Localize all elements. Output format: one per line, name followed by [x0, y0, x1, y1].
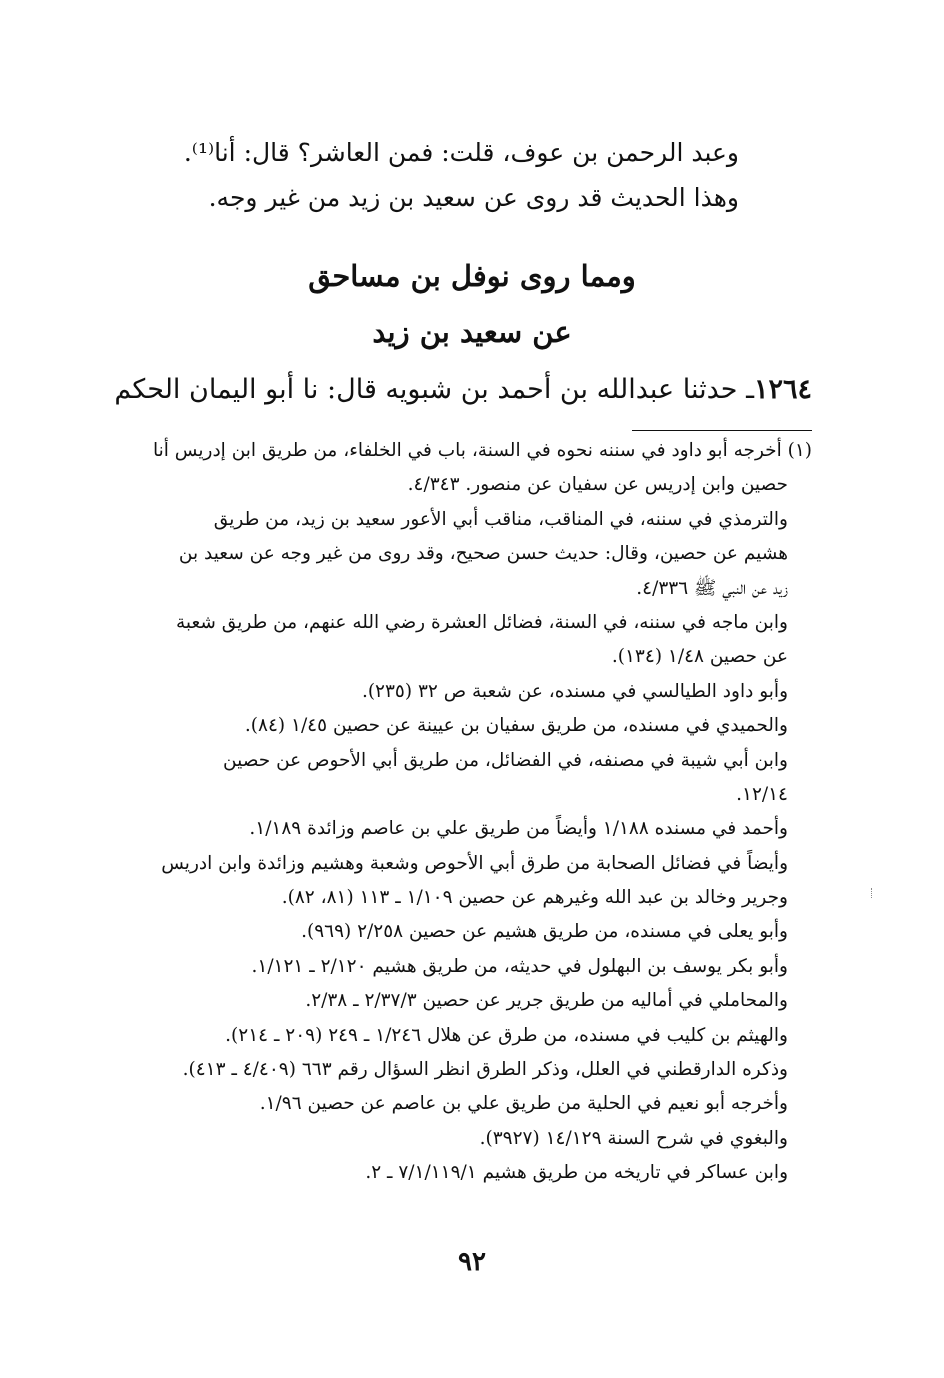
footnote-line: والمحاملي في أماليه من طريق جرير عن حصين ٢/٣٧/٣ ـ ٢/٣٨. [305, 990, 788, 1012]
footnote-line: هشيم عن حصين، وقال: حديث حسن صحيح، وقد روى من غير وجه عن سعيد بن [178, 543, 788, 565]
footnote-line: وأحمد في مسنده ١/١٨٨ وأيضاً من طريق علي بن عاصم وزائدة ١/١٨٩. [249, 818, 788, 840]
footnote-line: والبغوي في شرح السنة ١٤/١٢٩ (٣٩٢٧). [479, 1127, 788, 1149]
footnote-line: وأيضاً في فضائل الصحابة من طرق أبي الأحوص وشعبة وهشيم وزائدة وابن ادريس [161, 852, 788, 874]
footnote-line: وابن ماجه في سننه، في السنة، فضائل العشرة رضي الله عنهم، من طريق شعبة [175, 611, 788, 633]
footnote-line: (١) أخرجه أبو داود في سننه نحوه في السنة، باب في الخلفاء، من طريق ابن إدريس أنا [152, 440, 812, 461]
footnote-line: ١٢/١٤. [736, 783, 788, 805]
footnote-line: زيد عن النبي ﷺ ٤/٣٣٦. [636, 577, 788, 599]
footnotes [102, 434, 812, 1191]
footnote-separator [632, 430, 812, 431]
footnote-line: والهيثم بن كليب في مسنده، من طرق عن هلال ١/٢٤٦ ـ ٢٤٩ (٢٠٩ ـ ٢١٤). [225, 1024, 788, 1046]
footnote-line: وابن أبي شيبة في مصنفه، في الفضائل، من طريق أبي الأحوص عن حصين [223, 749, 788, 771]
hadith-line [102, 368, 812, 412]
intro-paragraph [179, 130, 739, 220]
section-heading [0, 248, 944, 360]
footnote-line: وأبو يعلى في مسنده، من طريق هشيم عن حصين ٢/٢٥٨ (٩٦٩). [301, 921, 788, 943]
footnote-line: والحميدي في مسنده، من طريق سفيان بن عيينة عن حصين ١/٤٥ (٨٤). [244, 715, 788, 737]
footnote-line: عن حصين ١/٤٨ (١٣٤). [611, 646, 788, 668]
footnote-line: وابن عساكر في تاريخه من طريق هشيم ٧/١/١١٩/١ ـ ٢. [365, 1162, 788, 1184]
hadith-text: ـ حدثنا عبدالله بن أحمد بن شبويه قال: نا أبو اليمان الحكم [114, 374, 754, 405]
margin-mark [871, 888, 876, 898]
section-heading-line-2: عن سعيد بن زيد [372, 315, 572, 349]
footnote-line: وذكره الدارقطني في العلل، وذكر الطرق انظر السؤال رقم ٦٦٣ (٤/٤٠٩ ـ ٤١٣). [182, 1059, 788, 1081]
page-number: ٩٢ [458, 1247, 486, 1277]
footnote-line: وأبو داود الطيالسي في مسنده، عن شعبة ص ٣٢ (٢٣٥). [361, 680, 788, 702]
intro-line-1: وعبد الرحمن بن عوف، قلت: فمن العاشر؟ قال: أنا⁽¹⁾. [183, 138, 739, 167]
footnote-line: حصين وابن إدريس عن سفيان عن منصور. ٤/٣٤٣. [407, 474, 788, 496]
intro-line-2: وهذا الحديث قد روى عن سعيد بن زيد من غير وجه. [208, 183, 739, 212]
hadith-number: ١٢٦٤ [753, 374, 812, 405]
footnote-line: والترمذي في سننه، في المناقب، مناقب أبي الأعور سعيد بن زيد، من طريق [213, 508, 788, 530]
footnote-line: وأخرجه أبو نعيم في الحلية من طريق علي بن عاصم عن حصين ١/٩٦. [259, 1093, 788, 1115]
section-heading-line-1: ومما روى نوفل بن مساحق [308, 259, 636, 293]
footnote-line: وأبو بكر يوسف بن البهلول في حديثه، من طريق هشيم ٢/١٢٠ ـ ١/١٢١. [251, 955, 788, 977]
footnote-line: وجرير وخالد بن عبد الله وغيرهم عن حصين ١/١٠٩ ـ ١١٣ (٨١، ٨٢). [281, 887, 788, 909]
